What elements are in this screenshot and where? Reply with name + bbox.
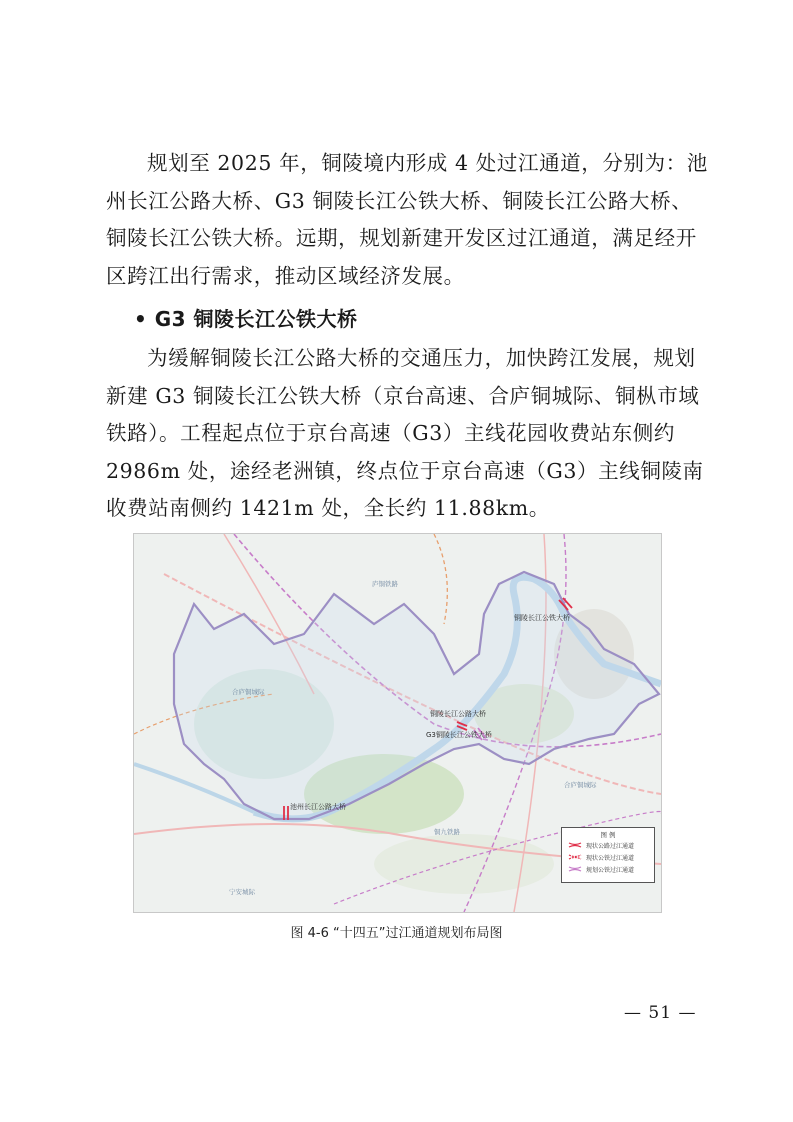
label-tong-jiu-railway: 铜九铁路 [434, 828, 460, 836]
planning-map [133, 533, 662, 913]
legend-label: 现状公铁过江通道 [586, 854, 635, 862]
legend-title: 图 例 [600, 831, 616, 839]
label-chizhou-bridge: 池州长江公路大桥 [290, 803, 346, 811]
text-line: 为缓解铜陵长江公路大桥的交通压力，加快跨江发展，规划 [147, 346, 696, 370]
text-line: 州长江公路大桥、G3 铜陵长江公铁大桥、铜陵长江公路大桥、 [106, 188, 693, 213]
planned-rail-road-crossing-icon [568, 865, 582, 873]
label-he-lu-tong-intercity-east: 合庐铜城际 [564, 781, 597, 789]
legend-item [562, 863, 654, 875]
legend-item [562, 839, 654, 851]
legend-item [562, 851, 654, 863]
page-number: — 51 — [624, 1003, 697, 1023]
existing-road-crossing-icon [568, 841, 582, 849]
label-g3-bridge: G3铜陵长江公铁大桥 [426, 731, 492, 739]
figure-caption: 图 4-6 “十四五”过江通道规划布局图 [290, 926, 503, 941]
paragraph-g3-bridge [106, 340, 704, 528]
label-tongling-road-bridge: 铜陵长江公路大桥 [430, 710, 486, 718]
text-line: 收费站南侧约 1421m 处，全长约 11.88km。 [106, 496, 550, 520]
label-he-lu-tong-intercity: 合庐铜城际 [232, 688, 265, 696]
paragraph-cross-river-plan [106, 145, 708, 295]
legend-label: 现状公路过江通道 [586, 842, 635, 850]
map-legend [561, 827, 655, 883]
text-line: 铁路）。工程起点位于京台高速（G3）主线花园收费站东侧约 [106, 421, 675, 445]
green-area [374, 834, 554, 894]
text-line: 规划至 2025 年，铜陵境内形成 4 处过江通道，分别为：池 [147, 151, 708, 175]
label-lu-tong-railway: 庐铜铁路 [372, 580, 398, 588]
label-ning-an-intercity: 宁安城际 [229, 888, 255, 896]
text-line: 2986m 处，途经老洲镇，终点位于京台高速（G3）主线铜陵南 [106, 458, 704, 483]
text-line: 区跨江出行需求，推动区域经济发展。 [106, 263, 465, 288]
label-tongling-rail-road-bridge: 铜陵长江公铁大桥 [514, 614, 570, 622]
text-line: 铜陵长江公铁大桥。远期，规划新建开发区过江通道，满足经开 [106, 226, 697, 250]
section-heading: • G3 铜陵长江公铁大桥 [134, 307, 358, 331]
existing-rail-road-crossing-icon [568, 853, 582, 861]
text-line: 新建 G3 铜陵长江公铁大桥（京台高速、合庐铜城际、铜枞市域 [106, 383, 700, 408]
legend-label: 规划公铁过江通道 [586, 866, 635, 874]
